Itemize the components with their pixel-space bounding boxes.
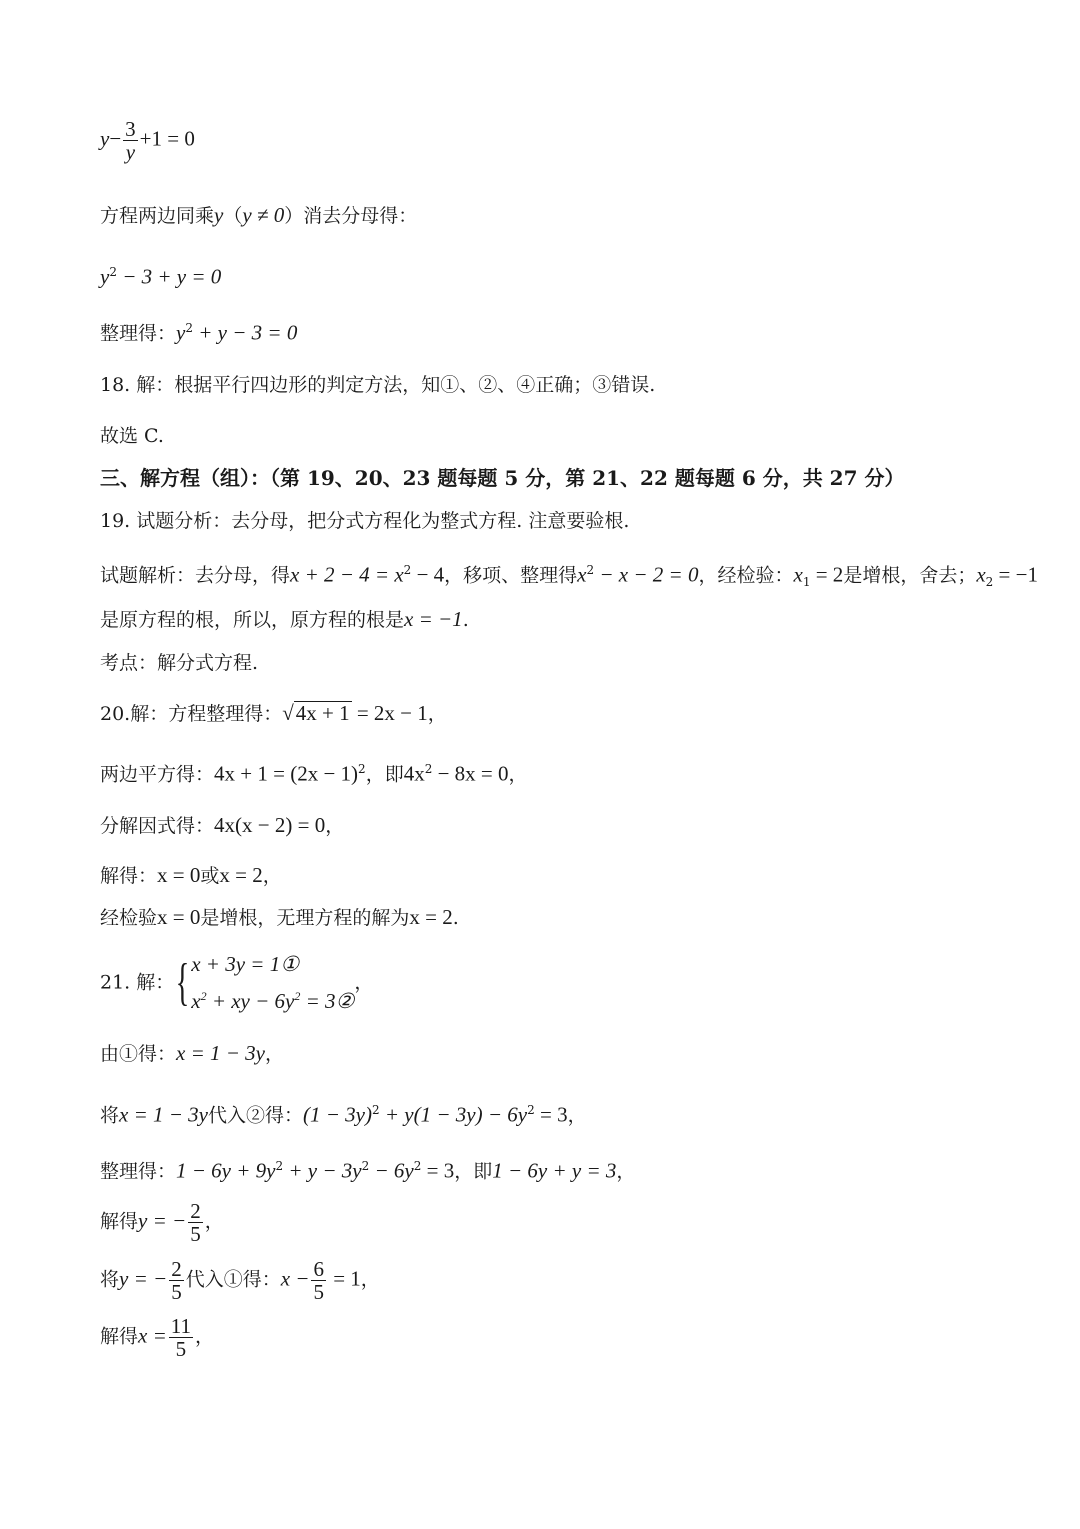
- answer-18: 18. 解：根据平行四边形的判定方法，知①、②、④正确；③错误.: [100, 374, 656, 396]
- solution-20: 20.解：方程整理得：√4x + 1 = 2x − 1，: [100, 701, 447, 725]
- fraction: $\frac{3}{y}$: [125, 117, 136, 164]
- text-line-2: 方程两边同乘y（y ≠ 0）消去分母得：: [100, 203, 418, 227]
- factor-step: 分解因式得：4x(x − 2) = 0，: [100, 813, 345, 837]
- substitute-step: 将x = 1 − 3y代入②得：$(1 - 3y)^2 + y(1 - 3y) - 6y^2 = 3$，: [100, 1102, 587, 1127]
- solution-19-cont: 是原方程的根，所以，原方程的根是x = −1.: [100, 607, 469, 631]
- choice-line: 故选 C.: [100, 425, 164, 447]
- system-21: 21. 解：{ x + 3y = 1① $x^2$ + xy − $6y^2$ = 3② ，: [100, 948, 373, 1017]
- fraction: $\frac{11}{5}$: [170, 1314, 191, 1361]
- eq-line-4: 整理得：$y^2 + y - 3 = 0$: [100, 320, 298, 345]
- solve-x: 解得x = $\frac{11}{5}$ ，: [100, 1314, 215, 1361]
- analysis-19: 19. 试题分析：去分母，把分式方程化为整式方程. 注意要验根.: [100, 510, 630, 532]
- equation-system: x + 3y = 1① $x^2$ + xy − $6y^2$ = 3②: [191, 952, 355, 1013]
- fraction: $\frac{2}{5}$: [171, 1257, 182, 1304]
- eq-line-1: y− $\frac{3}{y}$ +1 = 0: [100, 117, 195, 164]
- left-brace: {: [175, 953, 190, 1011]
- simplify-step: 整理得：$1 - 6y + 9y^2 + y - 3y^2 - 6y^2 = 3$，即1 − 6y + y = 3，: [100, 1158, 636, 1183]
- eq-line-3: $y^2 - 3 + y = 0$: [100, 264, 222, 289]
- solve-y: 解得y = − $\frac{2}{5}$ ，: [100, 1199, 224, 1246]
- from-eq1: 由①得：x = 1 − 3y，: [100, 1041, 285, 1065]
- square-step: 两边平方得：$4x + 1 = (2x - 1)^2$，即$4x^2 - 8x = 0$，: [100, 761, 528, 786]
- check-step: 经检验x = 0是增根，无理方程的解为x = 2.: [100, 905, 459, 929]
- fraction: $\frac{2}{5}$: [190, 1199, 201, 1246]
- roots-step: 解得：x = 0或x = 2，: [100, 863, 282, 887]
- solution-19: 试题解析：去分母，得$x + 2 - 4 = x^2 - 4$，移项、整理得$x^2 - x - 2 = 0$，经检验：$x_1 = 2$是增根，舍去；$x_2 = -1$: [100, 562, 1038, 590]
- sqrt-sign: √: [282, 701, 294, 725]
- fraction: $\frac{6}{5}$: [313, 1257, 324, 1304]
- topic-19: 考点：解分式方程.: [100, 652, 259, 674]
- section-heading: 三、解方程（组）：（第 19、20、23 题每题 5 分，第 21、22 题每题 6 分，共 27 分）: [100, 466, 905, 490]
- substitute-y: 将y = − $\frac{2}{5}$ 代入①得：x − $\frac{6}{5}$ = 1，: [100, 1257, 380, 1304]
